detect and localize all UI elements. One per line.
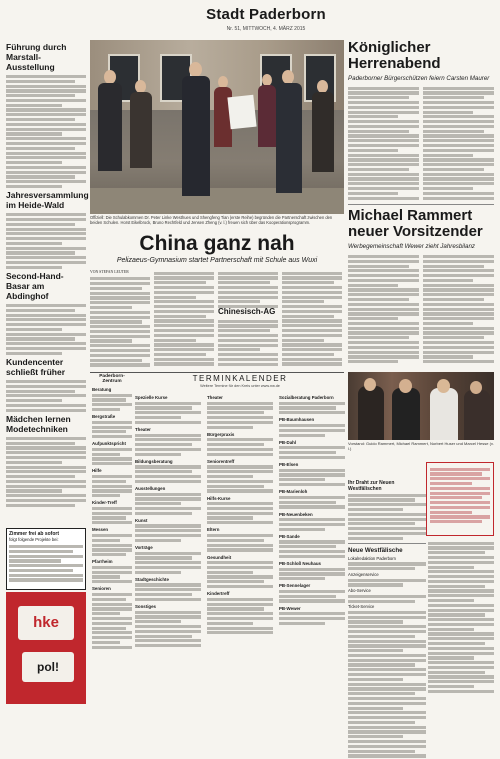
red-box-title: Ihr Draht zur Neuen Westfälischen (348, 480, 395, 492)
calendar-subtitle: Weitere Termine für den Kreis unter www.nw.de (200, 384, 280, 388)
calendar-cat: Ausstellungen (135, 485, 166, 491)
calendar-columns (135, 392, 345, 712)
calendar-cat: Vorträge (135, 544, 153, 550)
calendar-cat: Stadtgeschichte (135, 576, 169, 582)
calendar-cat: Eltern (207, 527, 220, 533)
logo-word-top: hke (18, 606, 74, 640)
calendar-cat: Gesundheit (207, 554, 232, 560)
listing-cat: Beratung (92, 387, 112, 392)
info-row: Lokalredaktion Paderborn (348, 555, 396, 561)
calendar-cat: Sonstiges (135, 604, 156, 609)
byline: VON STEFAN LEUTER (90, 270, 129, 274)
calendar-cat: PB-Marienloh (279, 489, 308, 495)
red-info-box (426, 462, 494, 536)
issue-line: Nr. 51, MITTWOCH, 4. MÄRZ 2015 (226, 26, 306, 32)
red-ad-logo (6, 592, 86, 704)
main-deck: Pelizaeus-Gymnasium startet Partnerschaft mit Schule aus Wuxi (116, 257, 318, 264)
calendar-cat: PB-Elsen (279, 462, 299, 468)
right-bottom-text (428, 540, 494, 695)
subhead-chinesisch-ag: Chinesisch-AG (218, 307, 276, 316)
calendar-cat: Bildungsberatung (135, 458, 173, 464)
info-row: Ticket-Service (348, 604, 375, 610)
section-title: Stadt Paderborn (206, 6, 326, 23)
main-photo (90, 40, 344, 214)
calendar-cat: Kunst (135, 517, 148, 523)
headline-jahresversammlung: Jahresversammlung im Heide-Wald (6, 190, 89, 211)
calendar-cat: PB-Baumhausen (279, 417, 315, 423)
ad-line-1: Zimmer frei ab sofort (9, 531, 60, 537)
calendar-cat: PB-Schloß Neuhaus (279, 560, 321, 566)
headline-maedchen: Mädchen lernen Modetechniken (6, 413, 71, 434)
masthead (0, 6, 500, 38)
photo-caption: Offiziell: Die Schulabkommen Dr. Peter Linke Westhues und Shengfeng Tian (erste Reihe) begründen die Partnerschaft zwischen den beiden Schulen. Horst Eikelbrock, Bruno Rechtfeld und Jensen Zheng (v. l.) freuen sich über das Kooperationsprogramm. (90, 215, 333, 225)
headline-marstall: Führung durch Marstall-Ausstellung (6, 42, 67, 72)
calendar-cat: PB-Neuenbeken (279, 511, 313, 517)
listing-cat: Kinder-Treff (92, 500, 117, 506)
listing-title: Paderborn-Zentrum (99, 374, 125, 384)
calendar-cat: Seniorentreff (207, 458, 235, 464)
calendar-cat: PB-Sande (279, 533, 300, 539)
listing-cat: Senioren (92, 586, 111, 592)
calendar-cat: PB-Sennelager (279, 583, 311, 589)
certificate-document (227, 95, 256, 130)
listing-cat: Pfarrheim (92, 559, 113, 565)
listing-column (92, 374, 132, 650)
listing-cat: Hilfe (92, 468, 102, 474)
headline-herrenabend: Königlicher Herrenabend (348, 39, 441, 72)
info-title: Neue Westfälische (348, 546, 403, 554)
calendar-cat: Theater (207, 395, 223, 400)
main-headline: China ganz nah (139, 232, 295, 255)
listing-cat: Aufpunktspricht (92, 441, 126, 447)
listing-cat: Bergstraße (92, 414, 116, 420)
listing-cat: Messen (92, 527, 109, 533)
calendar-cat: Kindertreff (207, 591, 230, 597)
calendar-cat: Bürgerpraxis (207, 431, 235, 437)
right-column (348, 40, 494, 365)
left-column (6, 40, 89, 509)
logo-word-bottom: pol! (22, 652, 74, 682)
calendar-cat: Sozialberatung Paderborn (279, 395, 334, 400)
calendar-cat: PB-Dahl (279, 439, 297, 445)
info-row: Abo-Service (348, 588, 371, 594)
headline-basar: Second-Hand-Basar am Abdinghof (6, 270, 64, 301)
headline-kundencenter: Kundencenter schließt früher (6, 356, 66, 377)
info-row: Anzeigenservice (348, 571, 379, 577)
calendar-cat: Hilfs-Kurse (207, 495, 231, 501)
calendar-cat: Spezielle Kurse (135, 395, 168, 400)
ad-line-2: folgt folgende Projekte bei: (9, 537, 59, 542)
info-box (348, 478, 426, 759)
main-article-body (90, 270, 344, 370)
calendar-cat: PB-Wewer (279, 605, 301, 611)
deck-rammert: Werbegemeinschaft Wewer zieht Jahresbilanz (348, 243, 476, 251)
deck-herrenabend: Paderborner Bürgerschützen feiern Carsten Maurer (348, 75, 490, 82)
board-photo (348, 372, 494, 440)
calendar-title: TERMINKALENDER (192, 374, 288, 383)
calendar-cat: Theater (135, 426, 151, 432)
headline-rammert: Michael Rammert neuer Vorsitzender (348, 207, 483, 241)
board-photo-caption: Vorstand: Guido Rammert, Michael Rammert, Norbert Huser und Marcel Hesse (v. l.) (348, 441, 494, 451)
classified-ad (6, 528, 86, 590)
